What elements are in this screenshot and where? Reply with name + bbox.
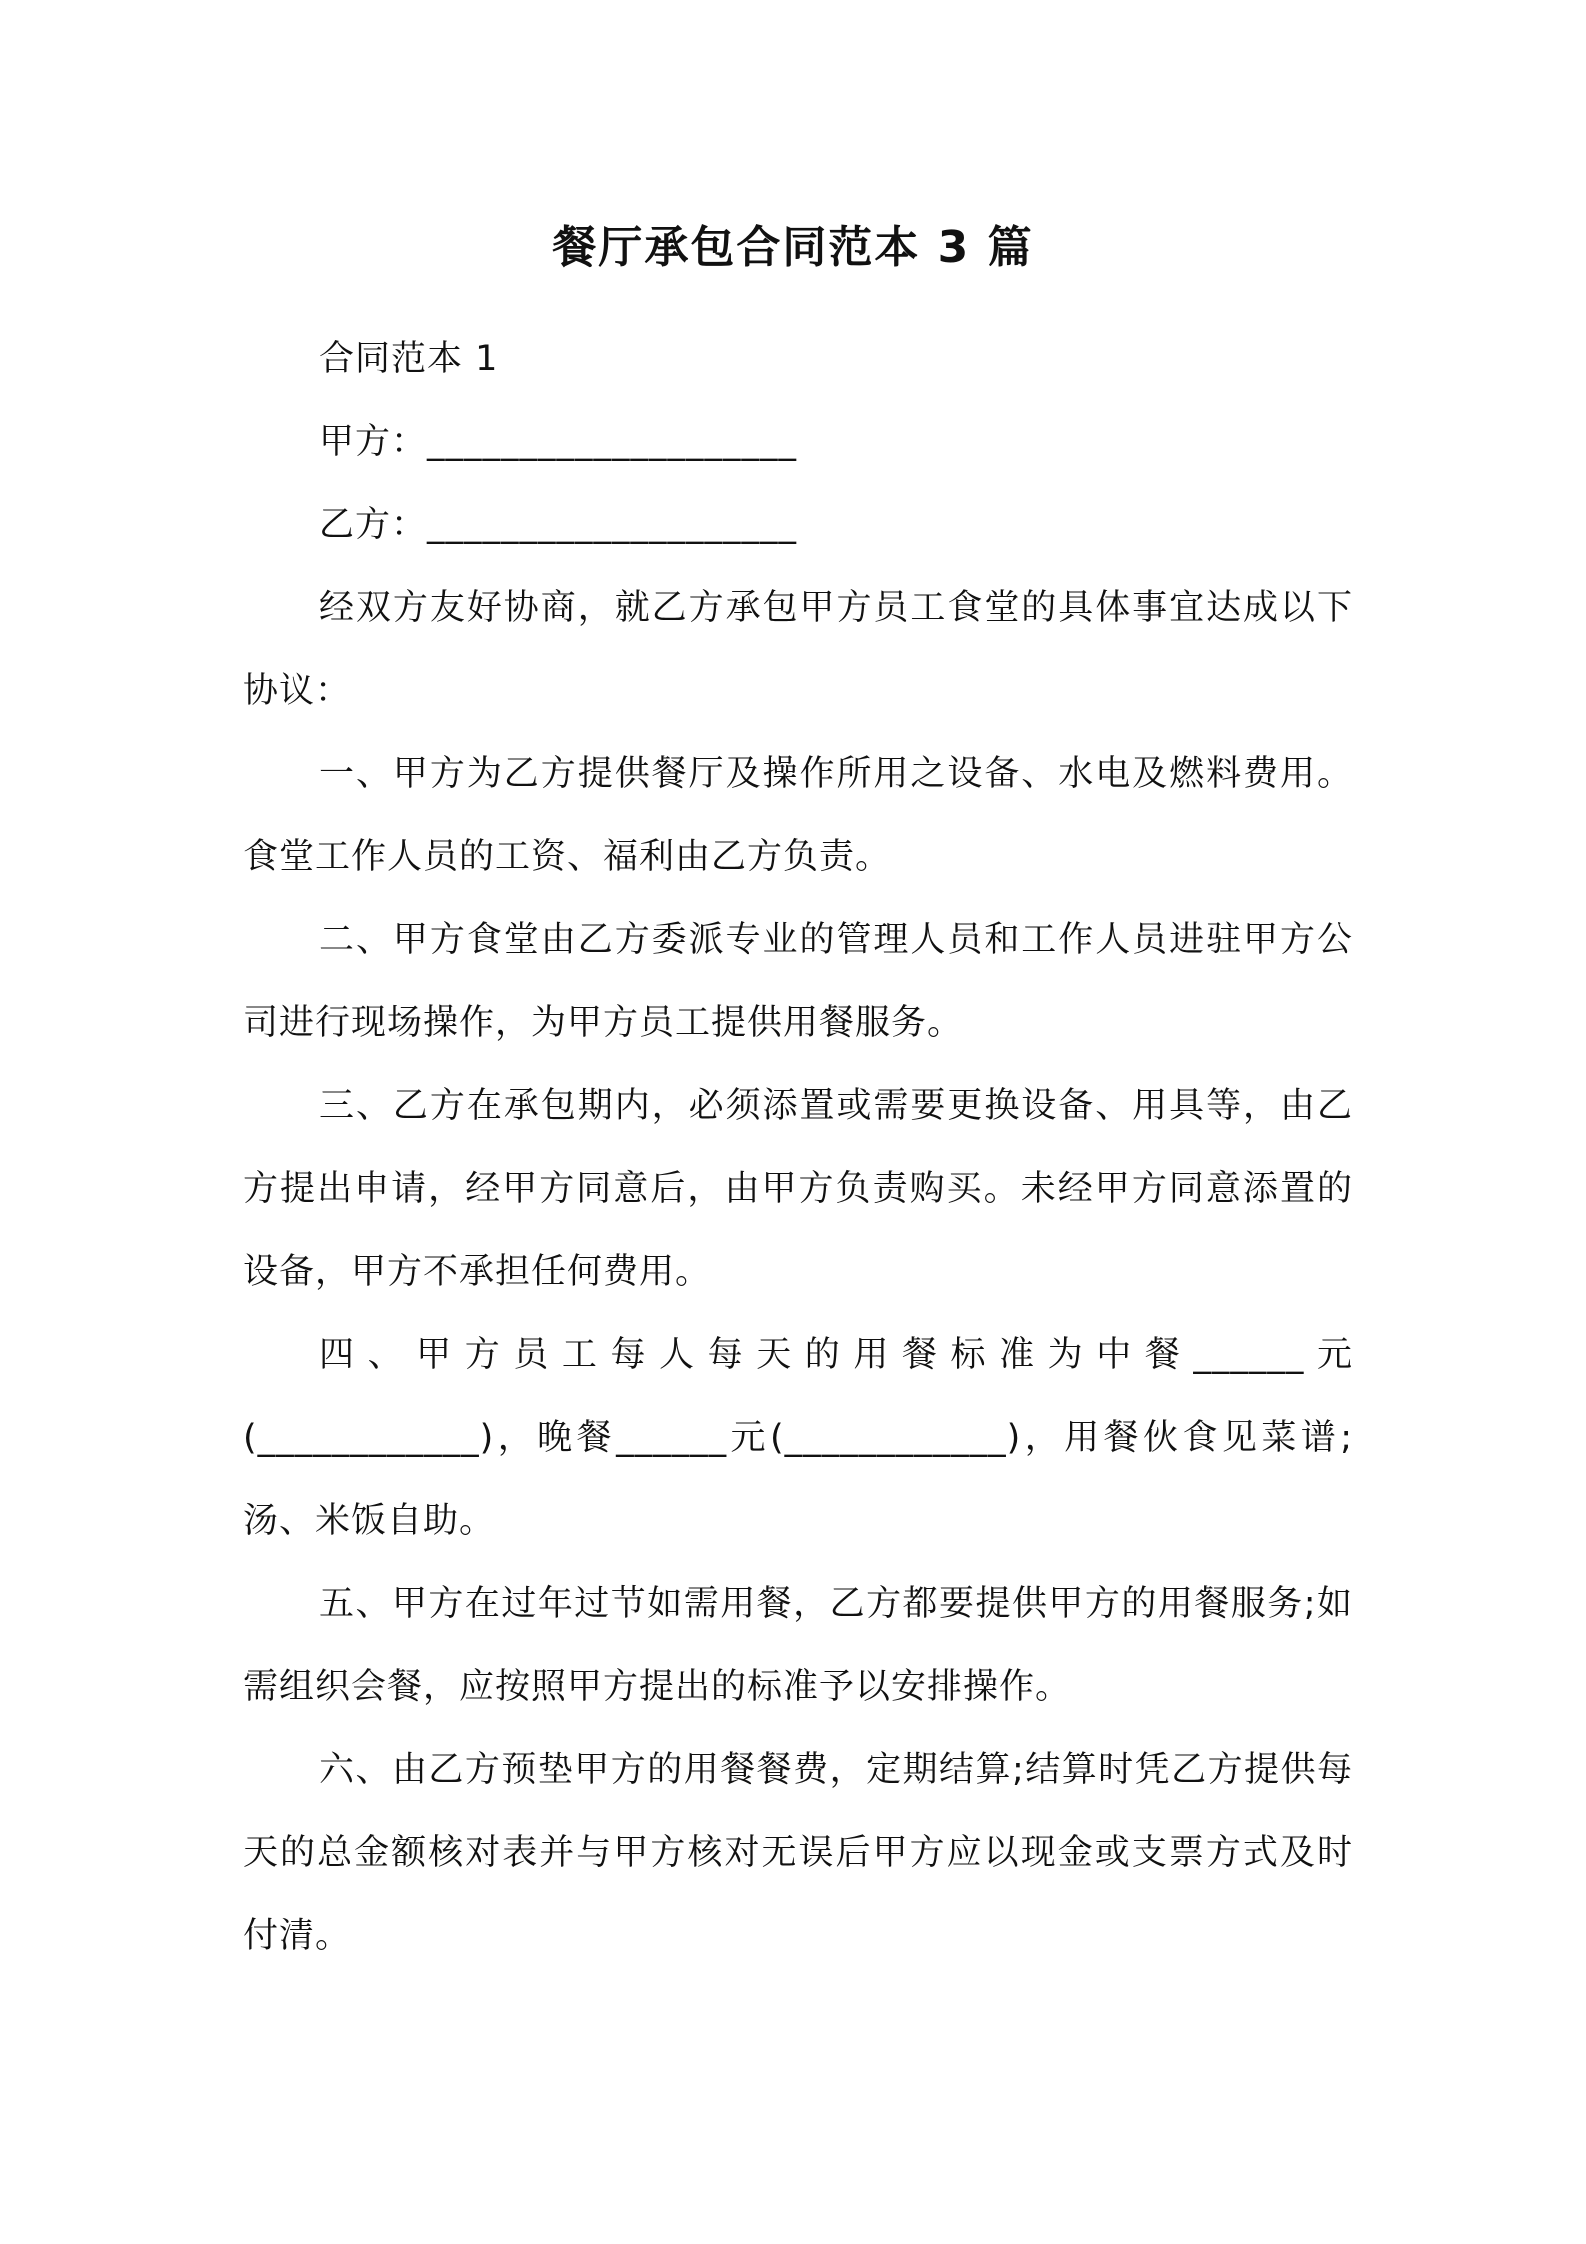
contract-subtitle: 合同范本 1 xyxy=(319,339,499,379)
clause-3: 三、乙方在承包期内，必须添置或需要更换设备、用具等，由乙方提出申请，经甲方同意后，由甲方负责购买。未经甲方同意添置的设备，甲方不承担任何费用。 xyxy=(243,1086,1353,1292)
clause-1: 一、甲方为乙方提供餐厅及操作所用之设备、水电及燃料费用。食堂工作人员的工资、福利由乙方负责。 xyxy=(243,754,1353,877)
document-body xyxy=(243,318,1353,1978)
clause-4: 四、甲方员工每人每天的用餐标准为中餐______元(____________)，晚餐______元(____________)，用餐伙食见菜谱;汤、米饭自助。 xyxy=(243,1335,1353,1541)
clause-6: 六、由乙方预垫甲方的用餐餐费，定期结算;结算时凭乙方提供每天的总金额核对表并与甲方核对无误后甲方应以现金或支票方式及时付清。 xyxy=(243,1750,1353,1956)
intro-paragraph: 经双方友好协商，就乙方承包甲方员工食堂的具体事宜达成以下协议： xyxy=(243,588,1353,711)
clause-5: 五、甲方在过年过节如需用餐，乙方都要提供甲方的用餐服务;如需组织会餐，应按照甲方提出的标准予以安排操作。 xyxy=(243,1584,1353,1707)
clause-2: 二、甲方食堂由乙方委派专业的管理人员和工作人员进驻甲方公司进行现场操作，为甲方员工提供用餐服务。 xyxy=(243,920,1353,1043)
document-title: 餐厅承包合同范本 3 篇 xyxy=(552,222,1034,273)
party-b-line: 乙方：____________________ xyxy=(319,505,798,545)
party-a-line: 甲方：____________________ xyxy=(319,422,798,462)
